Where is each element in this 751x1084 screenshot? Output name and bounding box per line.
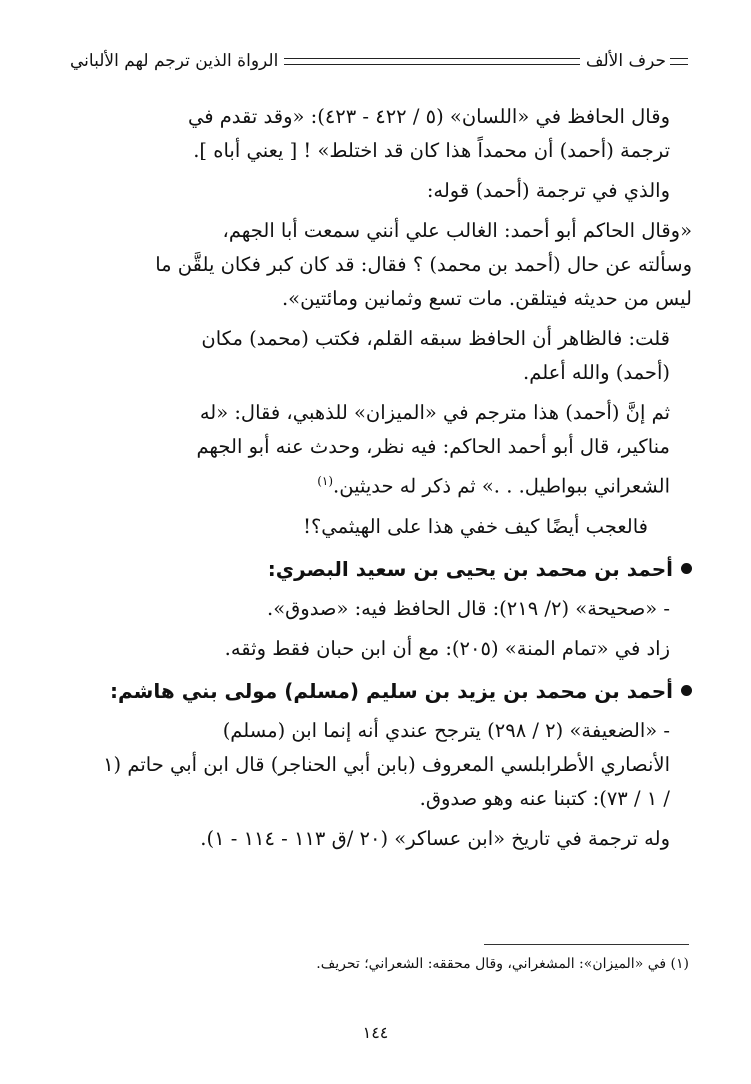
footnote: (١) في «الميزان»: المشغراني، وقال محققه: الشعراني؛ تحريف. [316, 956, 689, 972]
entry-heading [70, 674, 692, 708]
footnote-reference[interactable]: (١) [317, 474, 334, 488]
paragraph [70, 100, 692, 168]
header-divider [284, 58, 580, 65]
text-line: ليس من حديثه فيتلقن. مات تسع وثمانين ومائتين». [281, 287, 692, 310]
page-number: ١٤٤ [362, 1023, 389, 1042]
text-line: قلت: فالظاهر أن الحافظ سبقه القلم، فكتب (محمد) مكان [201, 327, 670, 350]
entry-paragraph [70, 822, 692, 856]
quoted-paragraph [70, 214, 692, 316]
entry-heading-text: أحمد بن محمد بن يحيى بن سعيد البصري: [267, 556, 673, 581]
text-line: «وقال الحاكم أبو أحمد: الغالب علي أنني سمعت أبا الجهم، [222, 219, 692, 242]
entry-paragraph [70, 714, 692, 816]
bullet-icon [681, 563, 692, 574]
text-line: الأنصاري الأطرابلسي المعروف (بابن أبي الحناجر) قال ابن أبي حاتم (١ [103, 752, 670, 776]
text-line: - «الضعيفة» (٢ / ٢٩٨) يترجح عندي أنه إنما ابن (مسلم) [222, 718, 670, 742]
text-line [70, 464, 692, 504]
bullet-icon [681, 685, 692, 696]
paragraph [70, 174, 692, 208]
text-line: / ١ / ٧٣): كتبنا عنه وهو صدوق. [419, 786, 670, 810]
entry-paragraph [70, 632, 692, 666]
entry-heading [70, 552, 692, 586]
text-line: - «صحيحة» (٢/ ٢١٩): قال الحافظ فيه: «صدوق». [267, 596, 670, 620]
text-line: ثم إنَّ (أحمد) هذا مترجم في «الميزان» للذهبي، فقال: «له [199, 401, 670, 424]
running-header [62, 48, 692, 74]
text-line: زاد في «تمام المنة» (٢٠٥): مع أن ابن حبان فقط وثقه. [224, 636, 670, 660]
header-section: حرف الألف [585, 51, 666, 71]
header-ornament [670, 58, 688, 65]
header-title: الرواة الذين ترجم لهم الألباني [70, 51, 279, 71]
text-line: وقال الحافظ في «اللسان» (٥ / ٤٢٢ - ٤٢٣): «وقد تقدم في [187, 105, 670, 128]
text-line: (أحمد) والله أعلم. [523, 361, 670, 384]
text-line: والذي في ترجمة (أحمد) قوله: [426, 179, 670, 202]
text-line: فالعجب أيضًا كيف خفي هذا على الهيثمي؟! [303, 514, 648, 538]
text-line: وسألته عن حال (أحمد بن محمد) ؟ فقال: قد كان كبر فكان يلقَّن ما [155, 253, 692, 276]
page-body [70, 100, 692, 862]
text-line: مناكير، قال أبو أحمد الحاكم: فيه نظر، وحدث عنه أبو الجهم [196, 435, 670, 458]
paragraph [70, 396, 692, 504]
paragraph [70, 322, 692, 390]
paragraph [70, 510, 692, 544]
text-line-content: الشعراني ببواطيل. . .» ثم ذكر له حديثين. [333, 474, 670, 498]
footnote-divider [484, 944, 689, 945]
entry-heading-text: أحمد بن محمد بن يزيد بن سليم (مسلم) مولى بني هاشم: [110, 678, 673, 703]
entry-paragraph [70, 592, 692, 626]
text-line: وله ترجمة في تاريخ «ابن عساكر» (٢٠ /ق ١١٣ - ١١٤ - ١). [200, 826, 670, 850]
text-line: ترجمة (أحمد) أن محمداً هذا كان قد اختلط» ! [ يعني أباه ]. [193, 139, 670, 162]
